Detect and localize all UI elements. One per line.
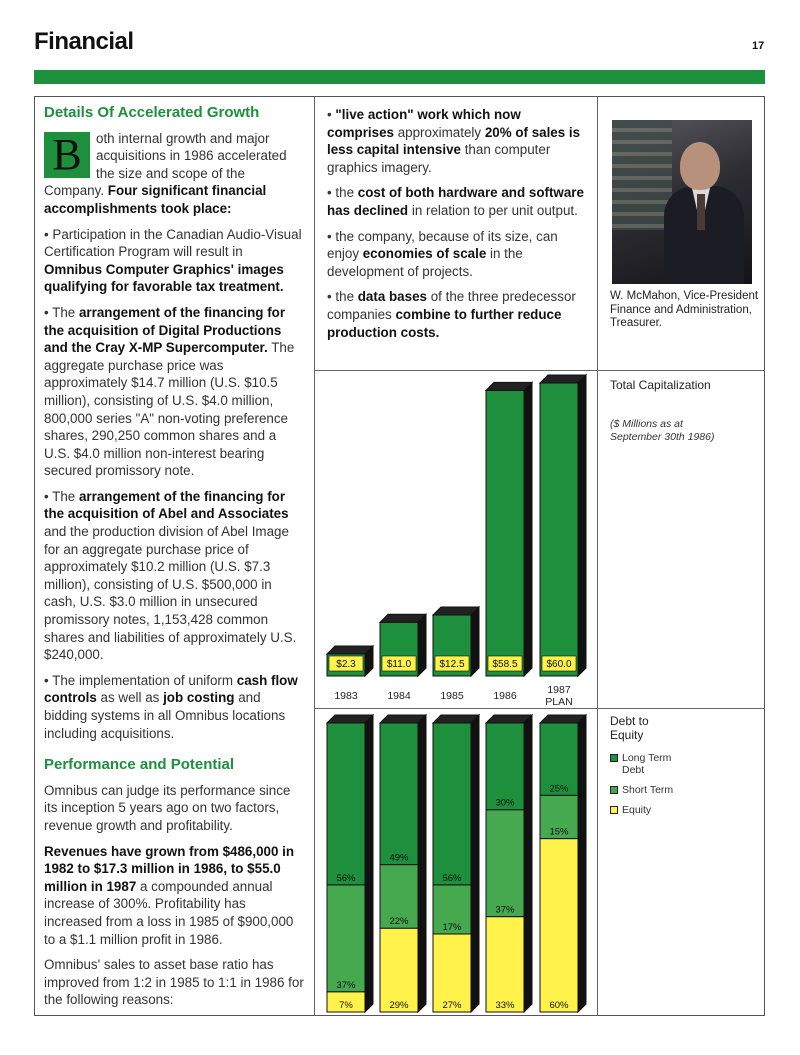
capitalization-bar [486,390,524,676]
legend-equity [610,804,760,816]
bullet-live-action: • "live action" work which now comprises approximately 20% of sales is less capital intensive than computer graphics imagery. [327,107,581,175]
legend-swatch [610,754,618,762]
x-tick-label: 1983 [334,690,358,702]
intro-paragraph [44,130,304,218]
value-label: $58.5 [492,659,518,670]
x-tick-label: 1984 [387,690,411,702]
segment-label: 25% [549,783,569,795]
legend-label: Equity [622,804,652,816]
left-column [44,104,304,1017]
legend-short-term [610,784,760,796]
bullet-tax-treatment: • Participation in the Canadian Audio-Visual Certification Program will result in Omnibus Computer Graphics' images qualifying for favorable tax treatment. [44,226,302,295]
intro-text: oth internal growth and major acquisitions in 1986 accelerated the size and scope of the Company. Four significant financial accomplishments took place: [44,130,287,216]
bullet-hardware-cost: • the cost of both hardware and software has declined in relation to per unit output. [327,185,584,218]
segment-label: 60% [549,1000,569,1011]
segment-label: 22% [389,916,409,928]
performance-paragraph-2: Revenues have grown from $486,000 in 1982 to $17.3 million in 1986, to $55.0 million in 1987 a compounded annual increase of 300%. Profitability has increased from a loss in 1985 of $900,000 to a $1.1 million profit in 1986. [44,843,295,947]
segment-label: 7% [339,1000,353,1011]
segment-label: 17% [442,921,462,933]
bullet-economies-scale: • the company, because of its size, can enjoy economies of scale in the development of projects. [327,228,558,279]
performance-paragraph-3: Omnibus' sales to asset base ratio has improved from 1:2 in 1985 to 1:1 in 1986 for the following reasons: [44,957,304,1008]
middle-column [327,106,589,349]
x-tick-label: 1985 [440,690,464,702]
segment-label: 37% [495,904,515,916]
legend-label: Long Term Debt [622,752,672,776]
executive-photo [612,120,752,284]
stack-segment [433,723,471,885]
legend-label: Short Term [622,784,674,796]
drop-cap: B [44,132,90,178]
segment-label: 33% [495,1000,515,1011]
photo-caption: W. McMahon, Vice-President Finance and Administration, Treasurer. [610,290,759,329]
value-label: $60.0 [546,659,572,670]
segment-label: 29% [389,1000,409,1011]
stack-side [524,715,532,1012]
total-capitalization-chart [315,371,605,716]
segment-label: 30% [495,797,515,809]
page-number: 17 [752,40,765,52]
value-label: $2.3 [336,659,356,670]
stack-segment [380,723,418,865]
stack-side [578,715,586,1012]
x-tick-label: 1986 [493,690,517,702]
stack-segment [327,885,365,992]
stack-segment [486,810,524,917]
bullet-abel-associates: • The arrangement of the financing for the acquisition of Abel and Associates and the production division of Abel Image for an aggregate purchase price of approximately $10.2 million (U.S. $7.3 million), consisting of U.S. $500,000 in cash, U.S. $3.0 million in unsecured promissory notes, 1,153,428 common shares and liabilities of approximately U.S. $240,000. [44,488,297,663]
bullet-cash-flow: • The implementation of uniform cash flow controls as well as job costing and bidding systems in all Omnibus locations including acquisitions. [44,672,298,741]
stack-segment [327,723,365,885]
capitalization-note: ($ Millions as at September 30th 1986) [610,418,715,443]
performance-paragraph-1: Omnibus can judge its performance since its inception 5 years ago on two factors, revenue growth and profitability. [44,782,291,833]
debt-equity-title: Debt to Equity [610,714,649,742]
page-title: Financial [34,28,134,55]
segment-label: 56% [336,872,356,884]
x-tick-label: PLAN [545,696,573,708]
legend-long-term [610,752,760,776]
segment-label: 37% [336,979,356,991]
stack-segment [540,839,578,1012]
capitalization-bar [540,383,578,676]
capitalization-title: Total Capitalization [610,378,711,392]
capitalization-bar-side [471,607,479,676]
debt-to-equity-chart [315,709,605,1019]
bullet-data-bases: • the data bases of the three predecessor companies combine to further reduce production costs. [327,289,576,340]
segment-label: 49% [389,852,409,864]
section-heading-performance: Performance and Potential [44,756,235,774]
segment-label: 27% [442,1000,462,1011]
bullet-digital-productions: • The arrangement of the financing for the acquisition of Digital Productions and the Cray X-MP Supercomputer. The aggregate purchase price was approximately $14.7 million (U.S. $10.5 million), consisting of U.S. $4.0 million, 800,000 series "A" non-voting preference shares, 290,250 common shares and a U.S. $4.0 million non-interest bearing secured promissory note. [44,304,295,479]
capitalization-bar-side [524,382,532,676]
segment-label: 15% [549,826,569,838]
stack-side [471,715,479,1012]
section-heading-growth: Details Of Accelerated Growth [44,104,260,121]
x-tick-label: 1987 [547,684,571,696]
stack-segment [486,723,524,810]
stack-segment [486,917,524,1012]
legend-swatch [610,806,618,814]
header-rule [34,70,765,84]
stack-side [418,715,426,1012]
stack-side [365,715,373,1012]
legend-swatch [610,786,618,794]
segment-label: 56% [442,872,462,884]
debt-equity-legend [610,752,760,824]
capitalization-bar-side [578,375,586,676]
value-label: $12.5 [439,659,465,670]
value-label: $11.0 [386,659,412,670]
capitalization-bar-side [418,614,426,676]
